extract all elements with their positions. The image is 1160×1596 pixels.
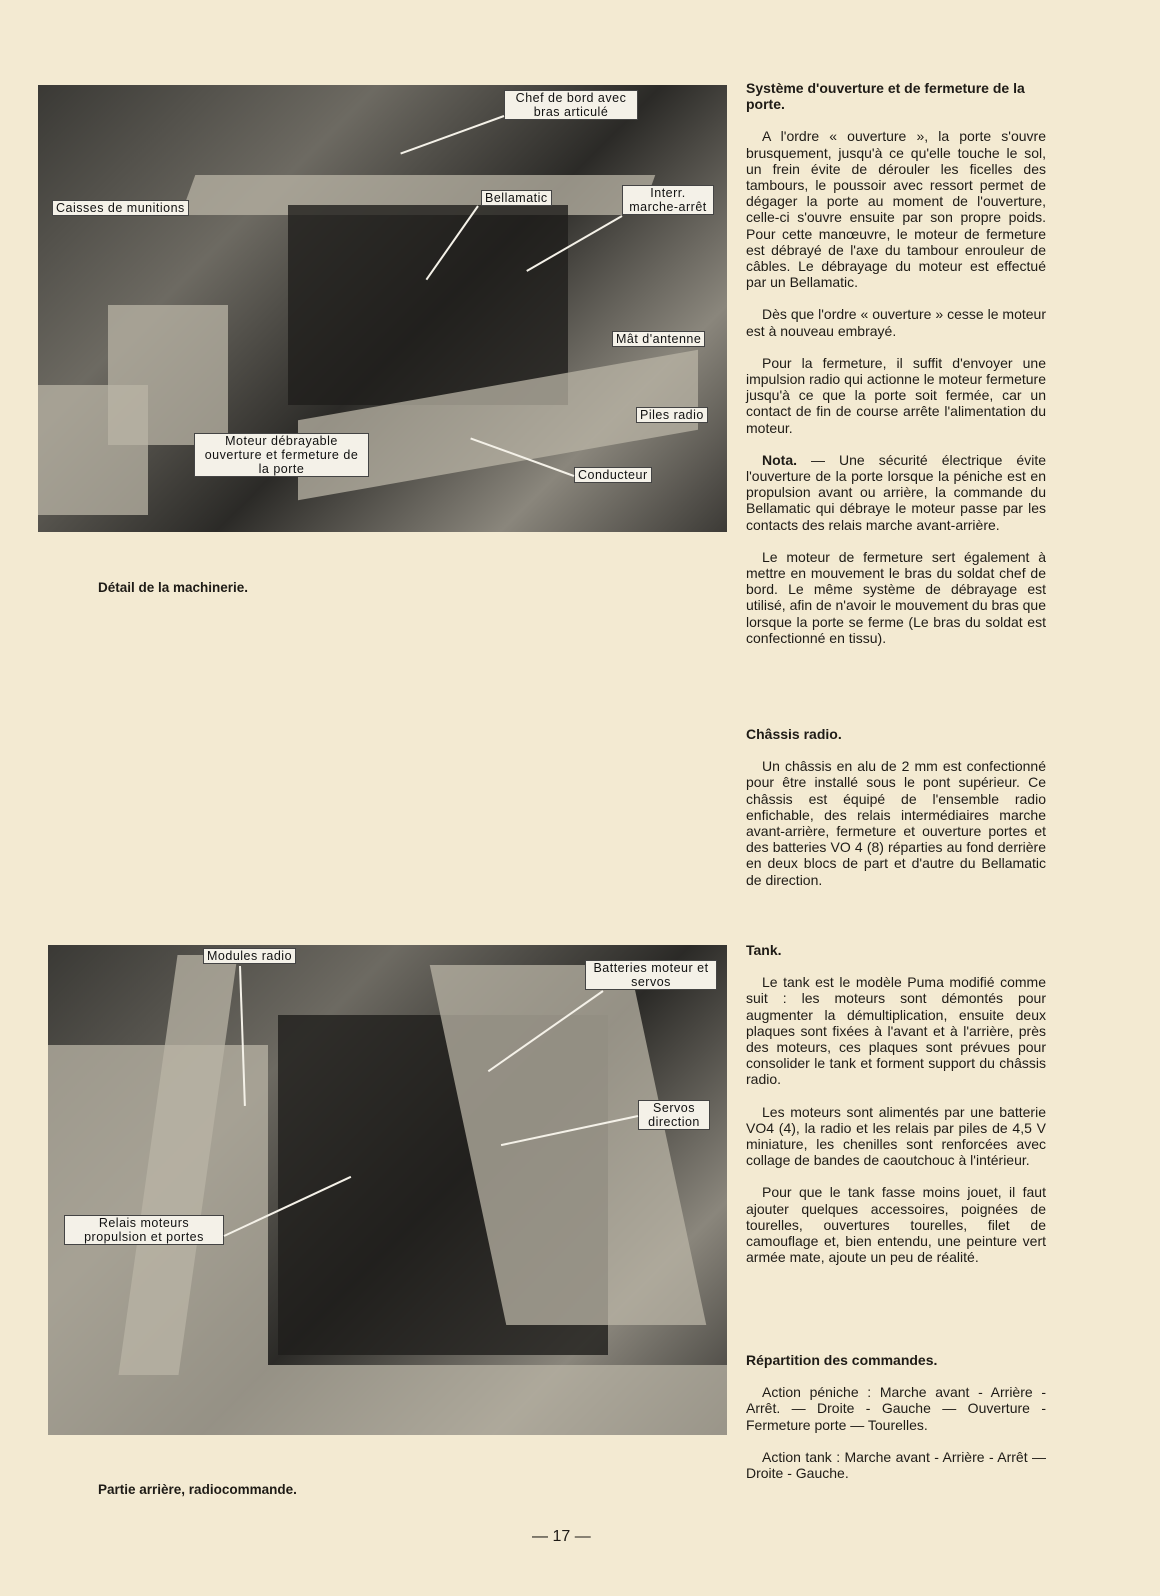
label-modules-radio: Modules radio [203, 948, 296, 964]
nota-label: Nota. [762, 451, 797, 468]
section-tank [746, 942, 1046, 1281]
page-number: — 17 — [532, 1528, 591, 1545]
paragraph: Action tank : Marche avant - Arrière - Arrêt — Droite - Gauche. [746, 1448, 1046, 1482]
label-bellamatic: Bellamatic [481, 190, 552, 206]
paragraph: Le moteur de fermeture sert également à mettre en mouvement le bras du soldat chef de bord. Le même système de débrayage est utilisé, afin de n'avoir le mouvement du bras que lorsque la porte se ferme (Le bras du soldat est confectionné en tissu). [746, 548, 1046, 646]
section-porte [746, 80, 1046, 662]
nota-text: — Une sécurité électrique évite l'ouverture de la porte lorsque la péniche est en propulsion avant ou arrière, la commande du Bellamatic qui débraye le moteur passe par les contacts des relais marche avant-arrière. [746, 451, 1046, 533]
paragraph: Les moteurs sont alimentés par une batterie VO4 (4), la radio et les relais par piles de 4,5 V miniature, les chenilles sont renforcées avec collage de bandes de caoutchouc à l'intérieur. [746, 1103, 1046, 1169]
label-caisses-munitions: Caisses de munitions [52, 200, 189, 216]
heading: Système d'ouverture et de fermeture de la porte. [746, 80, 1025, 113]
label-batteries: Batteries moteur et servos [585, 960, 717, 990]
paragraph-nota [746, 452, 1046, 533]
caption-machinery: Détail de la machinerie. [98, 580, 249, 595]
heading: Châssis radio. [746, 726, 842, 742]
paragraph: A l'ordre « ouverture », la porte s'ouvre brusquement, jusqu'à ce qu'elle touche le sol, un frein évite de dérouler les ficelles des tambours, le poussoir avec ressort permet de dégager la porte au moment de l'ouverture, celle-ci s'ouvre ensuite par son propre poids. Pour cette manœuvre, le moteur de fermeture est débrayé de l'axe du tambour enrouleur de câbles. Le débrayage du moteur est effectué par un Bellamatic. [746, 128, 1046, 291]
label-servos-direction: Servos direction [638, 1100, 710, 1130]
label-piles-radio: Piles radio [636, 407, 708, 423]
section-commandes [746, 1352, 1046, 1497]
label-chef-de-bord: Chef de bord avec bras articulé [504, 90, 638, 120]
arrow [400, 115, 504, 155]
paragraph: Dès que l'ordre « ouverture » cesse le moteur est à nouveau embrayé. [746, 306, 1046, 339]
heading: Répartition des commandes. [746, 1352, 938, 1368]
photo-radio-control [48, 945, 727, 1435]
label-mat-antenne: Mât d'antenne [612, 331, 705, 347]
label-relais-moteurs: Relais moteurs propulsion et portes [64, 1215, 224, 1245]
paragraph: Pour que le tank fasse moins jouet, il faut ajouter quelques accessoires, poignées de tourelles, ouvertures tourelles, filet de camouflage et, bien entendu, une peinture vert armée mate, ajoute un peu de réalité. [746, 1184, 1046, 1266]
heading: Tank. [746, 942, 782, 958]
label-interrupteur: Interr. marche-arrêt [622, 185, 714, 215]
paragraph: Un châssis en alu de 2 mm est confectionné pour être installé sous le pont supérieur. Ce châssis est équipé de l'ensemble radio enfichable, des relais intermédiaires marche avant-arrière, fermeture et ouverture portes et des batteries VO 4 (8) réparties au fond derrière en deux blocs de part et d'autre du Bellamatic de direction. [746, 758, 1046, 888]
paragraph: Action péniche : Marche avant - Arrière - Arrêt. — Droite - Gauche — Ouverture - Fermeture porte — Tourelles. [746, 1384, 1046, 1433]
label-conducteur: Conducteur [574, 467, 652, 483]
section-chassis-radio [746, 726, 1046, 904]
paragraph: Le tank est le modèle Puma modifié comme suit : les moteurs sont démontés pour augmenter la démultiplication, ensuite deux plaques sont fixées à l'avant et à l'arrière, près des moteurs, ces plaques sont prévues pour consolider le tank et forment support du châssis radio. [746, 974, 1046, 1088]
paragraph: Pour la fermeture, il suffit d'envoyer une impulsion radio qui actionne le moteur fermeture jusqu'à ce que la porte soit fermée, car un contact de fin de course arrête l'alimentation du moteur. [746, 354, 1046, 436]
label-moteur-debrayable: Moteur débrayable ouverture et fermeture de la porte [194, 433, 369, 477]
caption-radio-control: Partie arrière, radiocommande. [98, 1482, 297, 1497]
photo-machinery [38, 85, 727, 532]
